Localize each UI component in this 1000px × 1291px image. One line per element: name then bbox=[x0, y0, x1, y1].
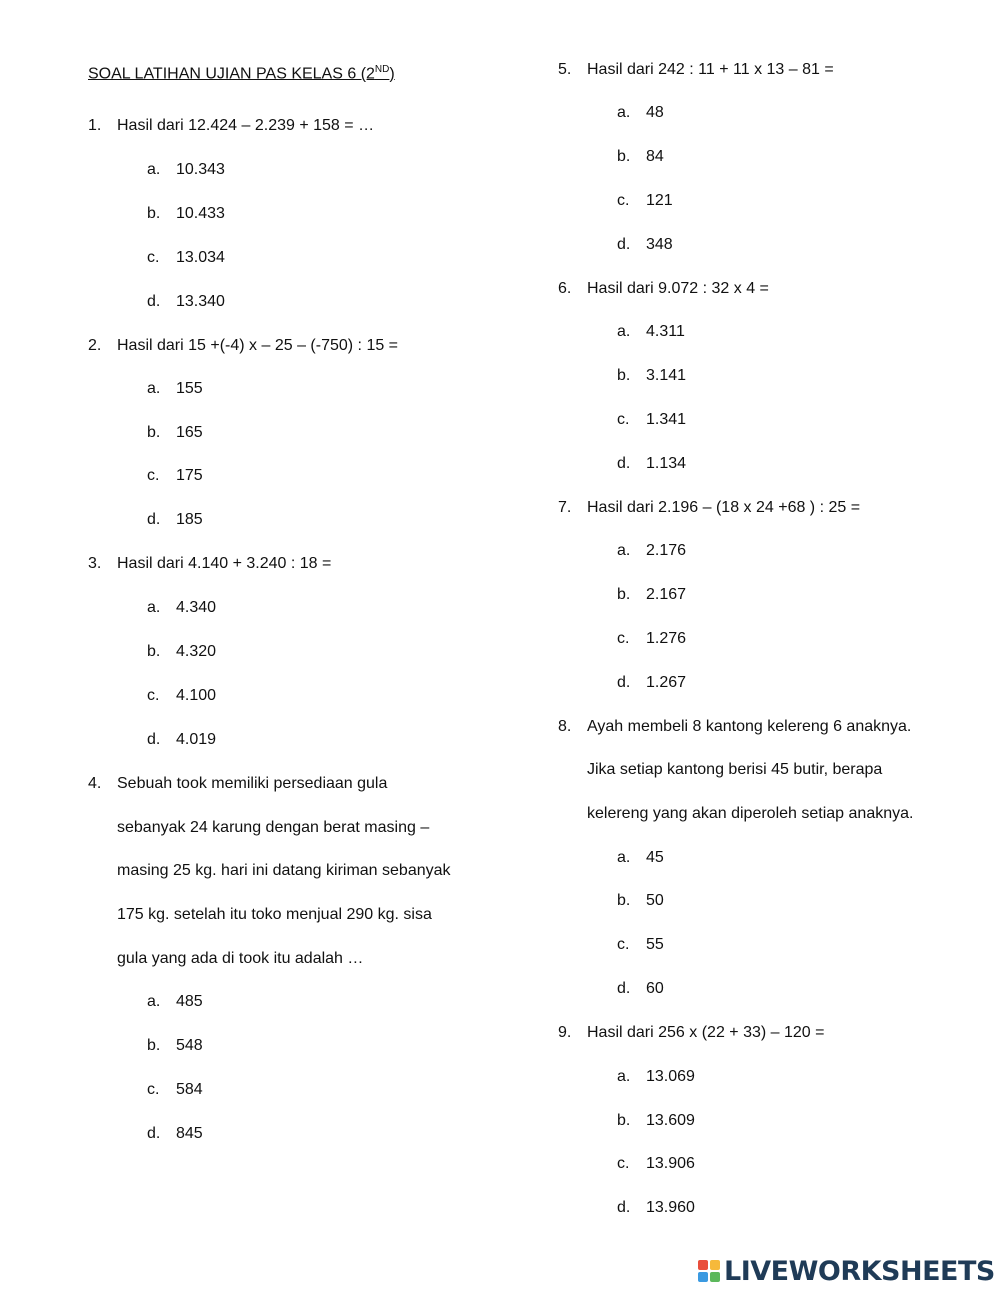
logo-blocks-icon bbox=[698, 1260, 720, 1282]
question-text-line: Sebuah took memiliki persediaan gula bbox=[117, 775, 388, 792]
worksheet-title bbox=[88, 59, 395, 85]
logo-block bbox=[698, 1272, 708, 1282]
question-text: Hasil dari 12.424 – 2.239 + 158 = … bbox=[117, 117, 375, 134]
question-number: 9. bbox=[558, 1024, 572, 1041]
question-text: Hasil dari 9.072 : 32 x 4 = bbox=[587, 280, 769, 297]
question-number: 8. bbox=[558, 718, 572, 735]
question-text-line: sebanyak 24 karung dengan berat masing – bbox=[117, 819, 430, 836]
question-text-line: masing 25 kg. hari ini datang kiriman sebanyak bbox=[117, 862, 451, 879]
title-text: SOAL LATIHAN UJIAN PAS KELAS 6 (2 bbox=[88, 65, 375, 83]
question-number: 1. bbox=[88, 117, 102, 134]
question-number: 2. bbox=[88, 337, 102, 354]
logo-block bbox=[710, 1272, 720, 1282]
question-text: Hasil dari 256 x (22 + 33) – 120 = bbox=[587, 1024, 825, 1041]
logo-text: LIVEWORKSHEETS bbox=[724, 1255, 995, 1287]
question-text-line: Jika setiap kantong berisi 45 butir, berapa bbox=[587, 761, 883, 778]
liveworksheets-logo[interactable] bbox=[698, 1255, 995, 1287]
logo-block bbox=[698, 1260, 708, 1270]
question-text-line: kelereng yang akan diperoleh setiap anaknya. bbox=[587, 805, 914, 822]
question-number: 5. bbox=[558, 61, 572, 78]
question-text-line: gula yang ada di took itu adalah … bbox=[117, 950, 364, 967]
question-text: Hasil dari 15 +(-4) x – 25 – (-750) : 15 = bbox=[117, 337, 399, 354]
question-text: Hasil dari 4.140 + 3.240 : 18 = bbox=[117, 555, 332, 572]
question-text: Hasil dari 2.196 – (18 x 24 +68 ) : 25 = bbox=[587, 499, 861, 516]
title-superscript: ND bbox=[374, 64, 390, 75]
question-number: 6. bbox=[558, 280, 572, 297]
question-number: 3. bbox=[88, 555, 102, 572]
logo-block bbox=[710, 1260, 720, 1270]
question-number: 4. bbox=[88, 775, 102, 792]
question-text: Hasil dari 242 : 11 + 11 x 13 – 81 = bbox=[587, 61, 834, 78]
question-text-line: 175 kg. setelah itu toko menjual 290 kg. sisa bbox=[117, 906, 432, 923]
title-close: ) bbox=[389, 65, 395, 83]
question-number: 7. bbox=[558, 499, 572, 516]
question-text-line: Ayah membeli 8 kantong kelereng 6 anaknya. bbox=[587, 718, 912, 735]
